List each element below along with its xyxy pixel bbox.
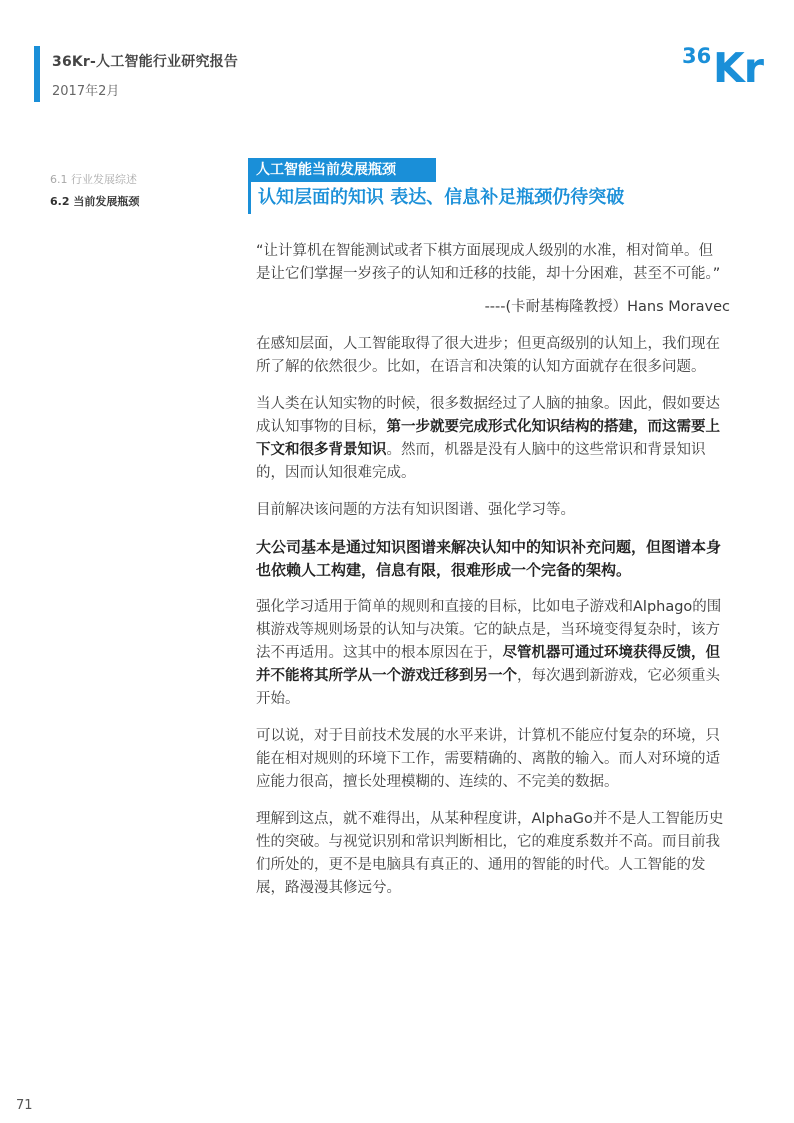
paragraph-cognition-text-c: 。然而，机器是没有人脑中的这些常识和背景知识的，因而认知很难完成。 <box>256 442 706 481</box>
header-accent-bar <box>34 46 40 102</box>
paragraph-cognition <box>256 393 726 485</box>
section-tag: 人工智能当前发展瓶颈 <box>248 158 436 182</box>
toc-item-6-1[interactable]: 6.1 行业发展综述 <box>50 173 137 186</box>
section-title-bar <box>248 182 251 214</box>
toc-item-6-2[interactable]: 6.2 当前发展瓶颈 <box>50 195 140 208</box>
report-title: 36Kr-人工智能行业研究报告 <box>52 54 239 70</box>
report-date: 2017年2月 <box>52 84 120 99</box>
paragraph-methods: 目前解决该问题的方法有知识图谱、强化学习等。 <box>256 502 575 518</box>
paragraph-cognition-emphasis: 第一步就要完成形式化知识结构的搭建，而这需要上下文和很多背景知识 <box>256 419 720 458</box>
paragraph-cognition-text-a: 当人类在认知实物的时候，很多数据经过了人脑的抽象。因此，假如要达成认知事物的目标， <box>256 396 720 435</box>
paragraph-environment: 可以说，对于目前技术发展的水平来讲，计算机不能应付复杂的环境，只能在相对规则的环境下工作，需要精确的、离散的输入。而人对环境的适应能力很高，擅长处理模糊的、连续的、不完美的数据。 <box>256 728 720 790</box>
paragraph-reinforcement <box>256 596 726 711</box>
36kr-logo <box>682 44 764 92</box>
paragraph-perception: 在感知层面，人工智能取得了很大进步；但更高级别的认知上，我们现在所了解的依然很少。比如，在语言和决策的认知方面就存在很多问题。 <box>256 336 720 375</box>
quote-attribution: ----(卡耐基梅隆教授）Hans Moravec <box>484 299 730 315</box>
logo-letters: Kr <box>713 44 763 92</box>
section-toc <box>50 169 139 213</box>
paragraph-reinforcement-emphasis: 尽管机器可通过环境获得反馈，但并不能将其所学从一个游戏迁移到另一个 <box>256 645 720 684</box>
quote-text: “让计算机在智能测试或者下棋方面展现成人级别的水准，相对简单。但是让它们掌握一岁孩子的认知和迁移的技能，却十分困难，甚至不可能。” <box>256 243 721 282</box>
paragraph-reinforcement-text-c: ，每次遇到新游戏，它必须重头开始。 <box>256 668 720 707</box>
paragraph-reinforcement-text-a: 强化学习适用于简单的规则和直接的目标，比如电子游戏和Alphago的围棋游戏等规则场景的认知与决策。它的缺点是，当环境变得复杂时，该方法不再适用。这其中的根本原因在于， <box>256 599 722 661</box>
page-number: 71 <box>16 1098 33 1113</box>
paragraph-knowledge-graph: 大公司基本是通过知识图谱来解决认知中的知识补充问题，但图谱本身也依赖人工构建，信息有限，很难形成一个完备的架构。 <box>256 538 722 579</box>
logo-number: 36 <box>682 44 712 68</box>
section-title: 认知层面的知识 表达、信息补足瓶颈仍待突破 <box>258 187 625 208</box>
article-body <box>256 240 730 914</box>
paragraph-conclusion: 理解到这点，就不难得出，从某种程度讲，AlphaGo并不是人工智能历史性的突破。与视觉识别和常识判断相比，它的难度系数并不高。而目前我们所处的，更不是电脑具有真正的、通用的智能的时代。人工智能的发展，路漫漫其修远兮。 <box>256 811 724 896</box>
